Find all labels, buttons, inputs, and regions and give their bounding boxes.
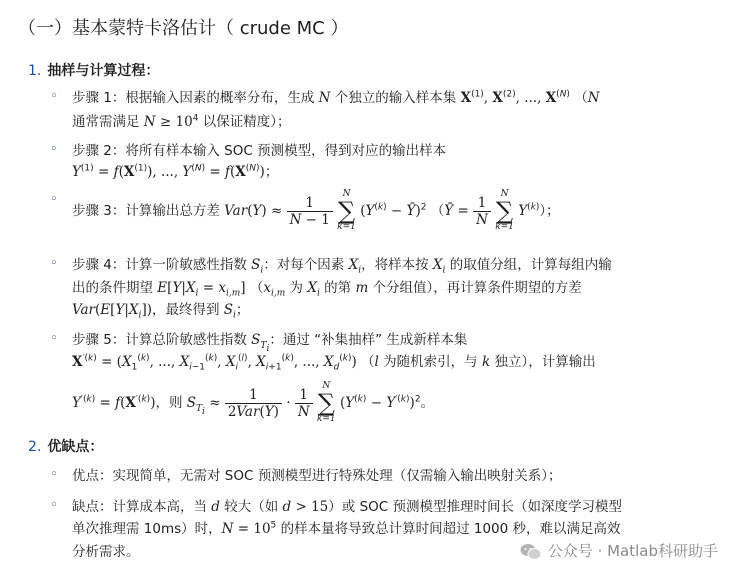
section-title: （一）基本蒙特卡洛估计（ crude MC ） [18, 18, 349, 39]
cons-line-3: 分析需求。 [72, 544, 140, 560]
step-3-line: 步骤 3：计算输出总方差 Var(Y) ≈ $\frac{1}{N - 1}$ N ∑ k=1 ($Y^{(k)}$ − Ȳ)$^2$ （Ȳ = $\frac{1}{N}$ N ∑ k=1 $Y^{(k)}$）； [72, 189, 560, 232]
step-5-line-3: $Y^{'(k)} = f(X^{'(k)})$，则 $S_{T_i}$ ≈ $\frac{1}{\text{2Var(Y)}}$ · $\frac{1}{N}$ N ∑ k=1 $(Y^{(k)} - Y^{'(k)})^2$。 [72, 381, 435, 424]
bullet-step-3: ◦ [50, 192, 58, 207]
step-4-line-3: $Var(E[Y|X_i])$，最终得到 $S_i$； [72, 302, 250, 321]
bullet-step-4: ◦ [50, 256, 58, 271]
section-1-number: 1. [28, 63, 42, 79]
step-2-line-2: $Y^{(1)} = f(X^{(1)})$, ..., $Y^{(N)} = f(X^{(N)})$； [72, 163, 279, 180]
bullet-step-1: ◦ [50, 89, 58, 104]
pros-text: 优点：实现简单，无需对 SOC 预测模型进行特殊处理（仅需输入输出映射关系）； [72, 468, 562, 484]
bullet-pros: ◦ [50, 467, 58, 482]
bullet-step-2: ◦ [50, 142, 58, 157]
section-2-heading [28, 436, 103, 456]
step-1-line-1: 步骤 1：根据输入因素的概率分布，生成 N 个独立的输入样本集 $X^{(1)}$, $X^{(2)}$, ..., $X^{(N)}$ （N [72, 89, 600, 106]
step-2-line-1: 步骤 2：将所有样本输入 SOC 预测模型，得到对应的输出样本 [72, 143, 447, 159]
bullet-step-5: ◦ [50, 331, 58, 346]
section-1-heading [28, 60, 159, 80]
cons-line-1: 缺点：计算成本高，当 d 较大（如 d > 15）或 SOC 预测模型推理时间长（如深度学习模型 [72, 499, 622, 515]
step-5-line-2: $X^{'(k)} = (X_1^{(k)}$, ..., $X_{i-1}^{(k)}$, $X_i^{(l)}$, $X_{i+1}^{(k)}$, ..., $X_d^{(k)}$) （l 为随机索引，与 k 独立），计算输出 [72, 353, 596, 373]
step-4-line-1: 步骤 4：计算一阶敏感性指数 $S_i$：对每个因素 $X_i$，将样本按 $X_i$ 的取值分组，计算每组内输 [72, 257, 612, 276]
step-5-line-1: 步骤 5：计算总阶敏感性指数 $S_{T_i}$：通过 “补集抽样” 生成新样本集 [72, 332, 468, 354]
step-4-line-2: 出的条件期望 $E[Y|X_i = x_{i,m}]$ （$x_{i,m}$ 为 $X_i$ 的第 m 个分组值），再计算条件期望的方差 [72, 280, 582, 299]
watermark [520, 540, 718, 561]
wechat-icon [520, 543, 542, 561]
cons-line-2: 单次推理需 10ms）时，$N = 10^5$ 的样本量将导致总计算时间超过 1000 秒，难以满足高效 [72, 520, 621, 537]
section-2-label: 优缺点： [47, 439, 104, 455]
section-2-number: 2. [28, 439, 42, 455]
bullet-cons: ◦ [50, 498, 58, 513]
section-1-label: 抽样与计算过程： [47, 63, 160, 79]
step-1-line-2: 通常需满足 $N \ge 10^4$ 以保证精度）； [72, 113, 291, 130]
watermark-text: 公众号 · Matlab科研助手 [547, 542, 718, 560]
